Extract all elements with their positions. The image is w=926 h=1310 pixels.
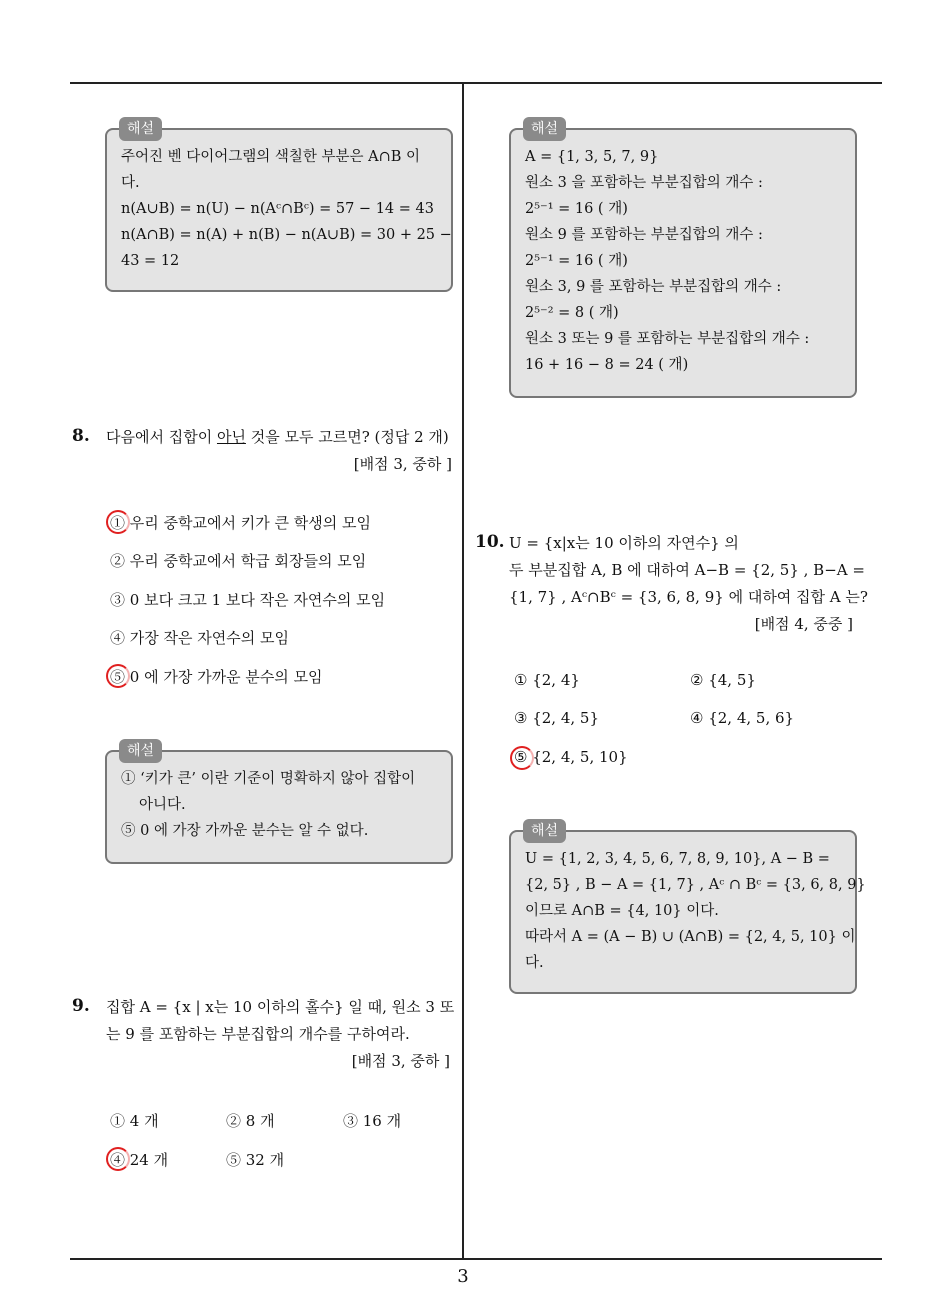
question-underlined: 아닌 (216, 428, 246, 446)
points-label: [배점 4, 중중 ] (754, 615, 853, 633)
option-2[interactable]: ② {4, 5} (690, 671, 756, 689)
solution-line: 주어진 벤 다이어그램의 색칠한 부분은 A∩B 이 (121, 149, 421, 165)
solution-line: 따라서 A = (A − B) ∪ (A∩B) = {2, 4, 5, 10} 이 (525, 929, 856, 945)
solution-box-8 (105, 743, 453, 864)
solution-box-7 (105, 121, 453, 292)
option-2[interactable]: ② 우리 중학교에서 학급 회장들의 모임 (110, 552, 367, 570)
solution-line: 원소 3, 9 를 포함하는 부분집합의 개수 : (525, 279, 782, 295)
solution-line: U = {1, 2, 3, 4, 5, 6, 7, 8, 9, 10}, A − B = (525, 851, 830, 867)
solution-line: ⑤ 0 에 가장 가까운 분수는 알 수 없다. (121, 823, 369, 839)
question-text: 것을 모두 고르면? (정답 2 개) (245, 428, 449, 446)
question-text: {1, 7} , Aᶜ∩Bᶜ = {3, 6, 8, 9} 에 대하여 집합 A 는? (509, 588, 868, 606)
answer-mark-circle (106, 510, 130, 534)
solution-line: 2⁵⁻¹ = 16 ( 개) (525, 253, 628, 269)
answer-mark-circle (106, 664, 130, 688)
option-4[interactable]: ④ {2, 4, 5, 6} (690, 709, 795, 727)
solution-line: 이므로 A∩B = {4, 10} 이다. (525, 903, 719, 919)
solution-line: 원소 9 를 포함하는 부분집합의 개수 : (525, 227, 763, 243)
solution-line: 아니다. (139, 797, 186, 813)
points-label: [배점 3, 중하 ] (351, 1052, 450, 1070)
solution-line: 원소 3 또는 9 를 포함하는 부분집합의 개수 : (525, 331, 810, 347)
option-3[interactable]: ③ {2, 4, 5} (514, 709, 600, 727)
solution-line: 원소 3 을 포함하는 부분집합의 개수 : (525, 175, 763, 191)
answer-mark-circle (510, 746, 534, 770)
option-1[interactable]: ① {2, 4} (514, 671, 580, 689)
question-text: U = {x|x는 10 이하의 자연수} 의 (509, 534, 739, 552)
question-number-8: 8. (72, 426, 90, 446)
solution-line: A = {1, 3, 5, 7, 9} (525, 149, 659, 165)
solution-box-9 (509, 121, 857, 398)
option-5[interactable]: ⑤ 32 개 (226, 1151, 285, 1169)
column-divider (462, 83, 464, 1259)
question-text: 집합 A = {x | x는 10 이하의 홀수} 일 때, 원소 3 또 (106, 998, 455, 1016)
solution-line: 다. (525, 955, 544, 971)
solution-box-10 (509, 823, 866, 994)
option-5[interactable]: ⑤ 0 에 가장 가까운 분수의 모임 (110, 668, 323, 686)
solution-line: 16 + 16 − 8 = 24 ( 개) (525, 357, 689, 373)
answer-mark-circle (106, 1147, 130, 1171)
option-4[interactable]: ④ 24 개 (110, 1151, 169, 1169)
solution-line: 다. (121, 175, 140, 191)
option-4[interactable]: ④ 가장 작은 자연수의 모임 (110, 629, 289, 647)
solution-tag: 해설 (119, 739, 162, 763)
option-5[interactable]: ⑤ {2, 4, 5, 10} (514, 748, 628, 766)
question-text: 다음에서 집합이 (106, 428, 217, 446)
points-label: [배점 3, 중하 ] (353, 455, 452, 473)
option-3[interactable]: ③ 0 보다 크고 1 보다 작은 자연수의 모임 (110, 591, 386, 609)
solution-line: 2⁵⁻² = 8 ( 개) (525, 305, 619, 321)
question-10 (509, 530, 868, 638)
solution-tag: 해설 (523, 819, 566, 843)
footer-rule (70, 1258, 882, 1260)
option-3[interactable]: ③ 16 개 (343, 1112, 402, 1130)
solution-line: n(A∪B) = n(U) − n(Aᶜ∩Bᶜ) = 57 − 14 = 43 (121, 201, 434, 217)
question-number-9: 9. (72, 996, 90, 1016)
solution-line: 43 = 12 (121, 253, 180, 269)
option-2[interactable]: ② 8 개 (226, 1112, 275, 1130)
page-number: 3 (457, 1266, 469, 1287)
question-8 (106, 424, 452, 478)
solution-tag: 해설 (523, 117, 566, 141)
question-text: 는 9 를 포함하는 부분집합의 개수를 구하여라. (106, 1025, 410, 1043)
solution-line: 2⁵⁻¹ = 16 ( 개) (525, 201, 628, 217)
question-9 (106, 994, 456, 1075)
option-1[interactable]: ① 우리 중학교에서 키가 큰 학생의 모임 (110, 514, 371, 532)
header-rule (70, 82, 882, 84)
solution-tag: 해설 (119, 117, 162, 141)
solution-line: ① ‘키가 큰’ 이란 기준이 명확하지 않아 집합이 (121, 771, 416, 787)
solution-line: n(A∩B) = n(A) + n(B) − n(A∪B) = 30 + 25 − (121, 227, 452, 243)
solution-line: {2, 5} , B − A = {1, 7} , Aᶜ ∩ Bᶜ = {3, 6, 8, 9} (525, 877, 866, 893)
option-1[interactable]: ① 4 개 (110, 1112, 159, 1130)
question-text: 두 부분집합 A, B 에 대하여 A−B = {2, 5} , B−A = (509, 561, 865, 579)
question-number-10: 10. (475, 532, 505, 552)
